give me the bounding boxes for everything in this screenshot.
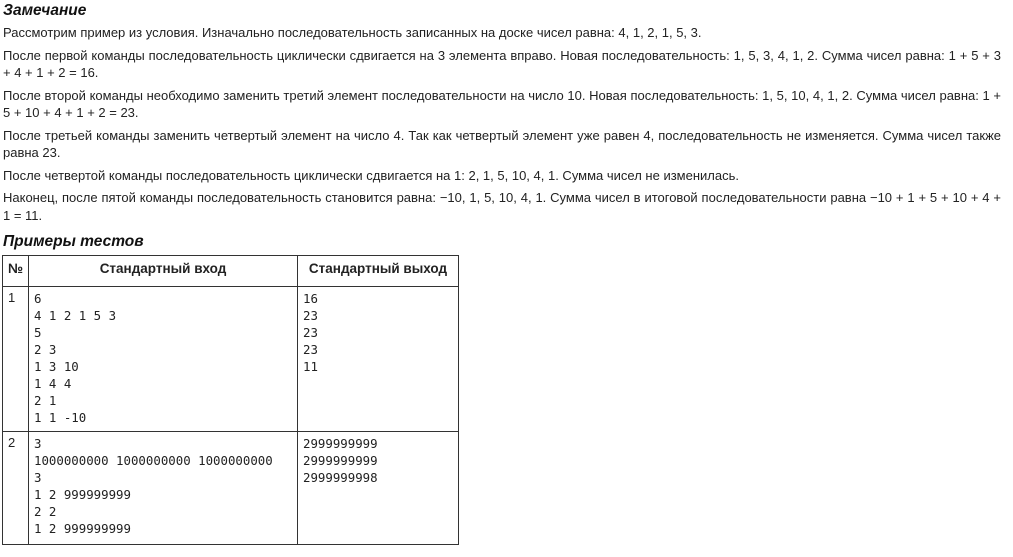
test-input[interactable]: 3 1000000000 1000000000 1000000000 3 1 2 999999999 2 2 1 2 999999999	[34, 436, 273, 536]
note-title: Замечание	[3, 2, 87, 19]
table-row	[3, 432, 459, 545]
table-row	[3, 287, 459, 432]
test-number: 2	[3, 432, 29, 545]
test-output[interactable]: 2999999999 2999999999 2999999998	[303, 436, 378, 485]
note-paragraph: После второй команды необходимо заменить третий элемент последовательности на число 10. Новая последовательность: 1, 5, 10, 4, 1, 2. Сумма чисел равна: 1 + 5 + 10 + 4 + 1 + 2 = 23.	[3, 87, 1001, 120]
header-number: №	[3, 256, 29, 287]
note-paragraph: После третьей команды заменить четвертый элемент на число 4. Так как четвертый элемент уже равен 4, последовательность не изменяется. Сумма чисел также равна 23.	[3, 127, 1001, 160]
test-number: 1	[3, 287, 29, 432]
note-paragraph: Рассмотрим пример из условия. Изначально последовательность записанных на доске чисел равна: 4, 1, 2, 1, 5, 3.	[3, 25, 702, 40]
table-header-row	[3, 256, 459, 287]
header-output: Стандартный выход	[298, 256, 459, 287]
tests-title: Примеры тестов	[3, 233, 144, 250]
note-paragraph: Наконец, после пятой команды последовательность становится равна: −10, 1, 5, 10, 4, 1. Сумма чисел в итоговой последовательности равна −10 + 1 + 5 + 10 + 4 + 1 = 11.	[3, 190, 1001, 223]
note-paragraph: После четвертой команды последовательность циклически сдвигается на 1: 2, 1, 5, 10, 4, 1. Сумма чисел не изменилась.	[3, 167, 739, 183]
test-input[interactable]: 6 4 1 2 1 5 3 5 2 3 1 3 10 1 4 4 2 1 1 1 -10	[34, 291, 117, 425]
note-paragraph: После первой команды последовательность циклически сдвигается на 3 элемента вправо. Новая последовательность: 1, 5, 3, 4, 1, 2. Сумма чисел равна: 1 + 5 + 3 + 4 + 1 + 2 = 16.	[3, 47, 1001, 80]
tests-table	[2, 255, 459, 545]
test-output[interactable]: 16 23 23 23 11	[303, 291, 318, 374]
header-input: Стандартный вход	[29, 256, 298, 287]
